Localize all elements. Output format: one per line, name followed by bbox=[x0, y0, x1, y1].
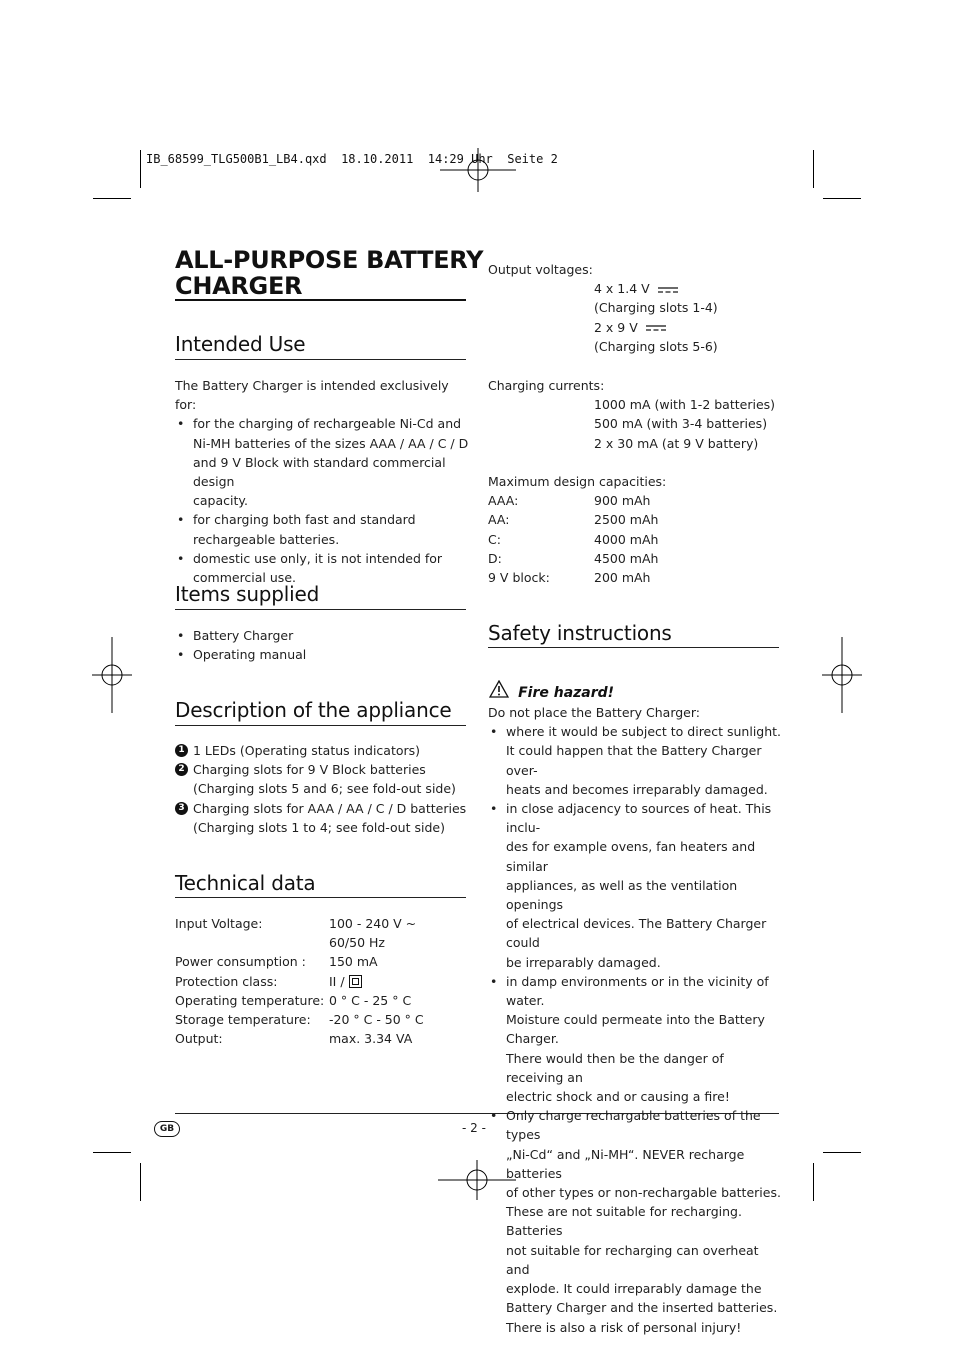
table-row: Operating temperature: 0 ° C - 25 ° C bbox=[175, 992, 412, 1008]
list-item: 1 1 LEDs (Operating status indicators) bbox=[175, 741, 470, 760]
items-supplied-heading: Items supplied bbox=[175, 582, 320, 606]
description-heading: Description of the appliance bbox=[175, 698, 452, 722]
protection-class-ii-icon bbox=[349, 975, 362, 988]
language-badge: GB bbox=[154, 1121, 180, 1137]
safety-bullet: • in close adjacency to sources of heat. This inclu- des for example ovens, fan heaters and similar appliances, as well as the ventilation openings of electrical devices. The Battery Charger could be irreparably damaged. bbox=[490, 801, 772, 970]
table-row: 60/50 Hz bbox=[329, 935, 385, 951]
description-list bbox=[175, 741, 470, 837]
charging-currents-label: Charging currents: bbox=[488, 378, 605, 393]
fire-hazard-title: Fire hazard! bbox=[489, 680, 614, 701]
page-title: ALL-PURPOSE BATTERY CHARGER bbox=[175, 246, 484, 300]
intended-use-intro: The Battery Charger is intended exclusively for: bbox=[175, 378, 449, 413]
registration-mark-right bbox=[822, 637, 862, 713]
table-row: Power consumption : 150 mA bbox=[175, 954, 378, 970]
safety-intro: Do not place the Battery Charger: bbox=[488, 705, 701, 720]
dc-current-icon bbox=[646, 324, 666, 332]
table-row: Storage temperature: -20 ° C - 50 ° C bbox=[175, 1011, 424, 1027]
table-row: AA: 2500 mAh bbox=[488, 512, 659, 528]
safety-bullet: • where it would be subject to direct sunlight. It could happen that the Battery Charger over- heats and becomes irreparably damaged. bbox=[490, 724, 782, 797]
output-voltages-label: Output voltages: bbox=[488, 262, 593, 277]
output-voltages: Output voltages: 4 x 1.4 V (Charging slots 1-4) 2 x 9 V (Charging slots 5-6) bbox=[488, 260, 783, 356]
intended-use-section bbox=[175, 376, 470, 587]
number-badge: 2 bbox=[175, 763, 188, 776]
table-row: Input Voltage: 100 - 240 V ~ bbox=[175, 916, 417, 931]
intended-use-bullet: • for the charging of rechargeable Ni-Cd and Ni-MH batteries of the sizes AAA / AA / C / D and 9 V Block with standard commercial design capacity. bbox=[177, 416, 469, 509]
registration-mark-left bbox=[92, 637, 132, 713]
safety-section bbox=[488, 703, 783, 1337]
safety-heading: Safety instructions bbox=[488, 621, 672, 645]
intended-use-heading: Intended Use bbox=[175, 332, 306, 356]
table-row: 9 V block: 200 mAh bbox=[488, 569, 651, 585]
intended-use-bullet: • domestic use only, it is not intended for commercial use. bbox=[177, 550, 443, 586]
table-row: Output: max. 3.34 VA bbox=[175, 1031, 413, 1047]
footer-rule bbox=[175, 1113, 779, 1114]
safety-bullet: • Only charge rechargable batteries of the types „Ni-Cd“ and „Ni-MH“. NEVER recharge batteries of other types or non-rechargable batteries. These are not suitable for recharging. Batteries not suitable for recharging can overheat and explode. It could irreparably damage the Battery Charger and the inserted batteries. There is also a risk of personal injury! bbox=[490, 1108, 781, 1335]
technical-data-heading: Technical data bbox=[175, 871, 316, 895]
list-item: 2 Charging slots for 9 V Block batteries (Charging slots 5 and 6; see fold-out side) bbox=[175, 760, 470, 798]
warning-icon bbox=[489, 680, 509, 698]
items-supplied-list bbox=[175, 626, 470, 664]
list-item: 3 Charging slots for AAA / AA / C / D batteries (Charging slots 1 to 4; see fold-out side) bbox=[175, 799, 470, 837]
registration-mark-top bbox=[440, 148, 516, 196]
table-row: C: 4000 mAh bbox=[488, 531, 659, 547]
intended-use-bullet: • for charging both fast and standard rechargeable batteries. bbox=[177, 512, 416, 547]
page-number: - 2 - bbox=[462, 1121, 486, 1135]
charging-currents: Charging currents: 1000 mA (with 1-2 batteries) 500 mA (with 3-4 batteries) 2 x 30 mA (at 9 V battery) bbox=[488, 376, 783, 453]
print-header: IB_68599_TLG500B1_LB4.qxd 18.10.2011 14:29 Uhr Seite 2 bbox=[146, 152, 558, 166]
list-item: • Operating manual bbox=[177, 647, 307, 663]
list-item: • Battery Charger bbox=[177, 628, 294, 643]
number-badge: 3 bbox=[175, 802, 188, 815]
table-row: AAA: 900 mAh bbox=[488, 493, 651, 509]
table-row: D: 4500 mAh bbox=[488, 550, 659, 566]
dc-current-icon bbox=[658, 286, 678, 294]
number-badge: 1 bbox=[175, 744, 188, 757]
safety-bullet: • in damp environments or in the vicinity of water. Moisture could permeate into the Battery Charger. There would then be the danger of receiving an electric shock and or causing a fire! bbox=[490, 973, 769, 1105]
table-row: Protection class: II / bbox=[175, 972, 470, 991]
max-capacities bbox=[488, 472, 783, 587]
capacities-label: Maximum design capacities: bbox=[488, 474, 667, 489]
technical-data-table bbox=[175, 914, 470, 1048]
